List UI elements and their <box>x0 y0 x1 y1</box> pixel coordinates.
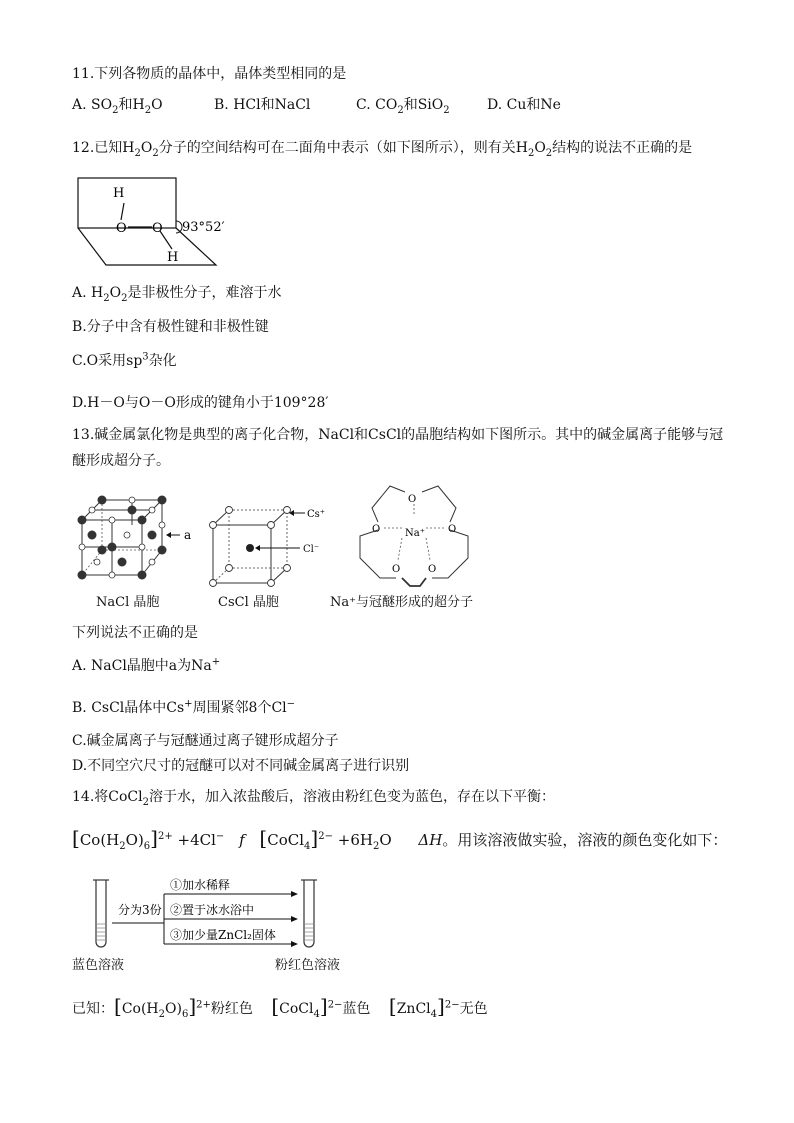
nacl-unit-cell <box>72 490 202 590</box>
crown-ether-na-complex <box>350 478 480 593</box>
crown-o-left: O <box>372 524 381 535</box>
q13-option-c[interactable]: C.碱金属离子与冠醚通过离子键形成超分子 <box>72 733 339 749</box>
q14-equilibrium-equation: $[Co(H_2O)_6]^{2+} +4Cl^-$ f [CoCl$_4$]$^{2-}$ $+6H_2O$ ΔH。用该溶液做实验，溶液的颜色变化如下： <box>72 826 728 852</box>
q11-stem: 11.下列各物质的晶体中，晶体类型相同的是 <box>72 66 347 82</box>
nacl-a-label: a <box>184 528 192 542</box>
route-1-label: ①加水稀释 <box>170 878 231 892</box>
left-test-tube <box>96 880 106 947</box>
blue-solution-label: 蓝色溶液 <box>72 958 125 973</box>
h-atom-bottom: H <box>167 250 179 265</box>
crown-na-label: Na⁺ <box>405 528 425 539</box>
h-atom-top: H <box>113 186 125 201</box>
q12-option-d[interactable]: D.H－O与O－O形成的键角小于109°28′ <box>72 395 329 411</box>
pink-solution-label: 粉红色溶液 <box>275 958 341 973</box>
crown-ether-caption: Na⁺与冠醚形成的超分子 <box>330 595 473 610</box>
q11-option-a[interactable]: A. $SO_2$和$H_2O$ <box>72 97 163 116</box>
cscl-cs-label: Cs⁺ <box>307 509 325 520</box>
cscl-cl-label: Cl⁻ <box>303 544 320 555</box>
crown-o-bottom-right: O <box>428 564 437 575</box>
test-tube-experiment-figure <box>86 874 356 964</box>
q12-stem: 12.已知$H_2O_2$分子的空间结构可在二面角中表示（如下图所示），则有关$H_2O_2$结构的说法不正确的是 <box>72 140 693 159</box>
q11-options <box>72 95 752 115</box>
q13-option-b[interactable]: B. CsCl晶体中Cs+周围紧邻8个Cl− <box>72 698 296 716</box>
crown-o-bottom-left: O <box>392 564 401 575</box>
q13-option-d[interactable]: D.不同空穴尺寸的冠醚可以对不同碱金属离子进行识别 <box>72 758 410 774</box>
crown-o-right: O <box>448 524 457 535</box>
o-atom-1: O <box>116 221 127 236</box>
split-label: 分为3份 <box>118 903 162 917</box>
route-3-label: ③加少量ZnCl₂固体 <box>170 928 276 942</box>
q14-known-colors: 已知：$[Co(H_2O)_6]^{2+}$粉红色 [CoCl$_4$]$^{2-}$蓝色 [ZnCl$_4$]$^{2-}$无色 <box>72 994 488 1020</box>
cscl-cell-caption: CsCl 晶胞 <box>218 595 279 610</box>
crown-o-top: O <box>408 494 417 505</box>
q12-option-a[interactable]: A. $H_2O_2$是非极性分子，难溶于水 <box>72 285 282 304</box>
h2o2-dihedral-figure <box>76 175 226 270</box>
q11-option-b[interactable]: B. HCl和NaCl <box>214 97 311 113</box>
o-atom-2: O <box>152 221 163 236</box>
nacl-cell-caption: NaCl 晶胞 <box>96 595 160 610</box>
q11-option-d[interactable]: D. Cu和Ne <box>487 97 561 113</box>
q13-option-a[interactable]: A. NaCl晶胞中a为Na+ <box>72 656 221 674</box>
q13-stem-line2: 醚形成超分子。 <box>72 453 170 469</box>
q12-option-b[interactable]: B.分子中含有极性键和非极性键 <box>72 319 269 335</box>
q13-stem-line1: 13.碱金属氯化物是典型的离子化合物，NaCl和CsCl的晶胞结构如下图所示。其中的碱金属离子能够与冠 <box>72 427 724 443</box>
q12-option-c[interactable]: C.O采用$sp^3$杂化 <box>72 351 177 369</box>
q14-stem: 14.将CoCl$_2$溶于水，加入浓盐酸后，溶液由粉红色变为蓝色，存在以下平衡： <box>72 789 555 808</box>
h-o-bond-top <box>121 203 124 220</box>
q11-option-c[interactable]: C. $CO_2$和SiO$_2$ <box>356 97 450 116</box>
dihedral-angle-label: 93°52′ <box>182 220 225 235</box>
cscl-center-ion <box>246 544 254 552</box>
route-2-label: ②置于冰水浴中 <box>170 903 255 917</box>
q13-sub-stem: 下列说法不正确的是 <box>72 625 198 641</box>
right-test-tube <box>304 880 314 947</box>
